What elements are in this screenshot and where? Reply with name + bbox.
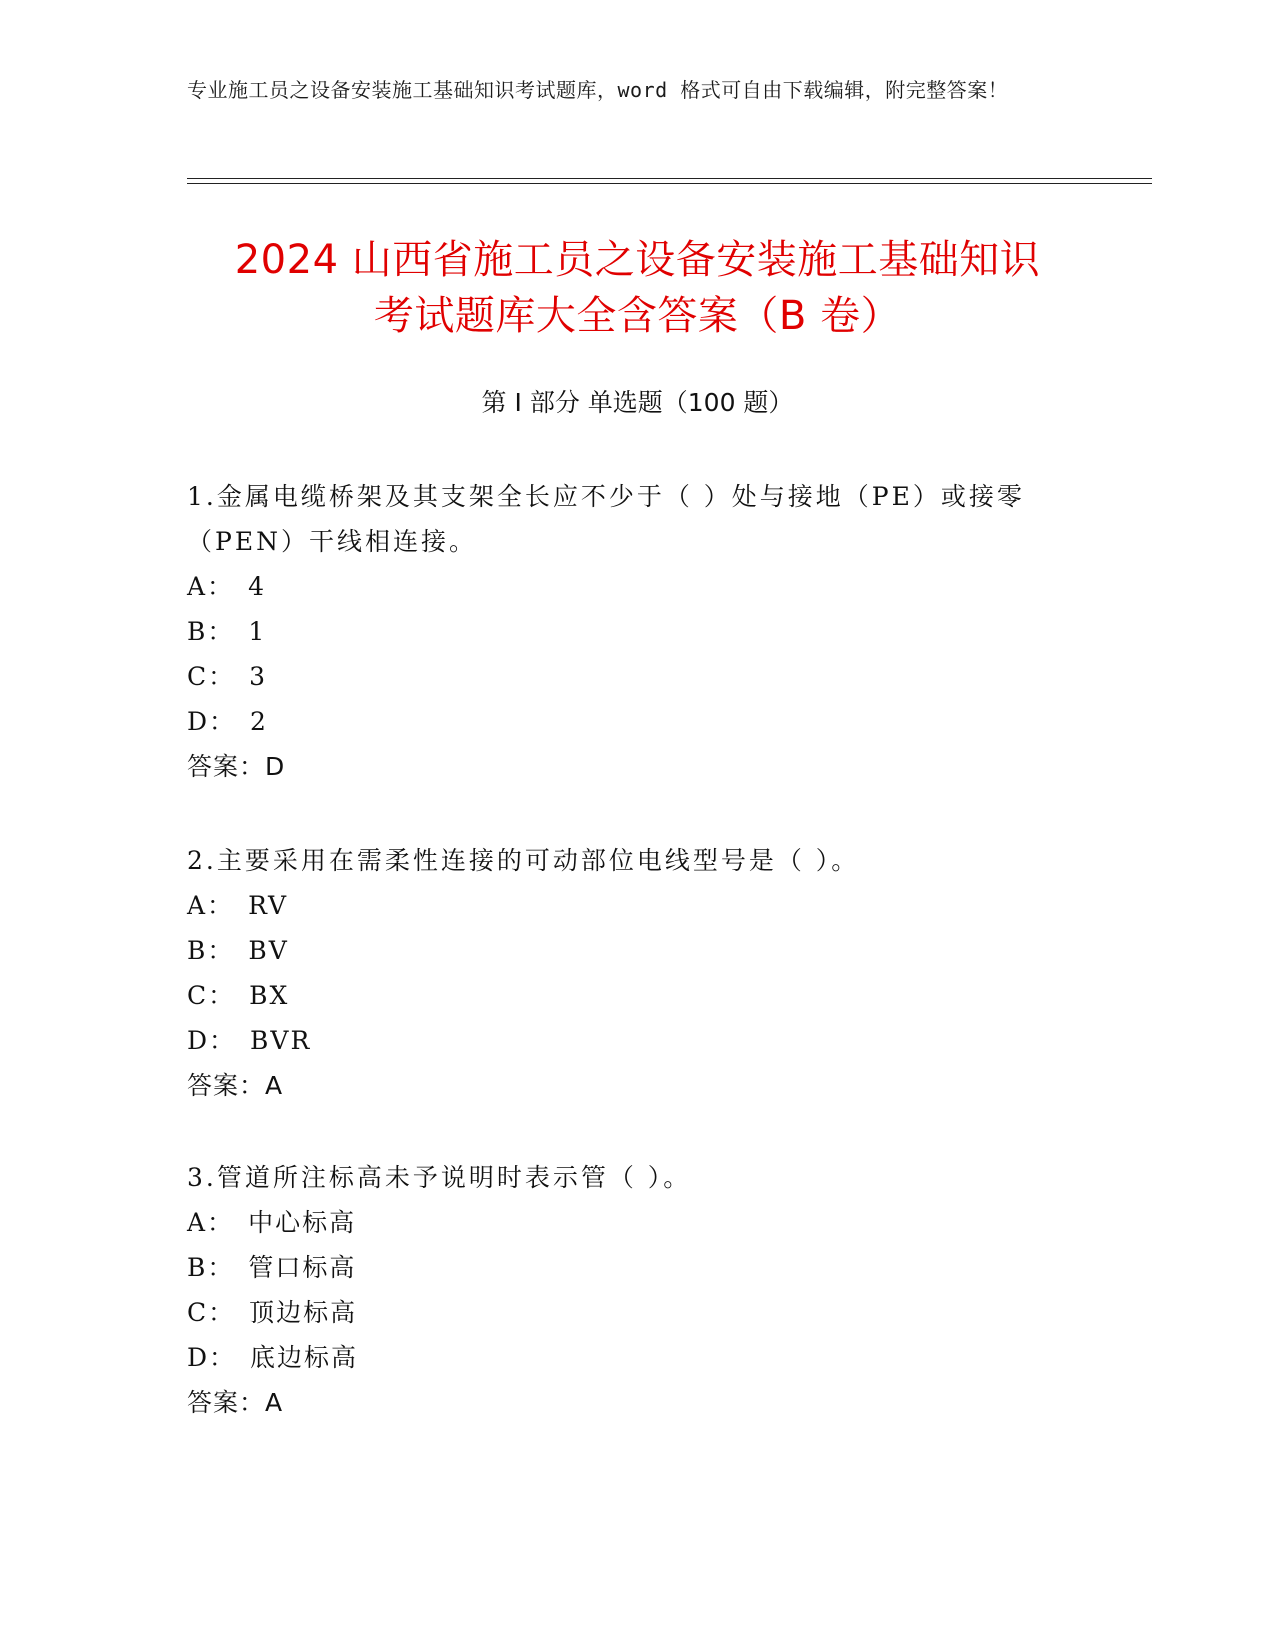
- option-letter: C：: [187, 662, 236, 691]
- option-text: 管口标高: [248, 1253, 357, 1282]
- answer: 答案：A: [187, 1071, 284, 1100]
- header-note: 专业施工员之设备安装施工基础知识考试题库，word 格式可自由下载编辑，附完整答案！: [187, 78, 1009, 102]
- option-text: 底边标高: [250, 1343, 359, 1372]
- option-d: [187, 699, 1077, 744]
- option-text: 中心标高: [248, 1208, 357, 1237]
- option-d: [187, 1018, 1077, 1063]
- option-letter: A：: [187, 891, 235, 920]
- option-letter: A：: [187, 1208, 235, 1237]
- answer: 答案：D: [187, 752, 286, 781]
- option-text: 顶边标高: [249, 1298, 358, 1327]
- option-c: [187, 973, 1077, 1018]
- question-2: [187, 838, 1077, 1108]
- question-stem: 1.金属电缆桥架及其支架全长应不少于（ ）处与接地（PE）或接零（PEN）干线相连接。: [187, 482, 1025, 556]
- header-divider-top: [187, 178, 1152, 179]
- option-letter: B：: [187, 1253, 235, 1282]
- option-a: [187, 564, 1077, 609]
- option-c: [187, 654, 1077, 699]
- option-a: [187, 883, 1077, 928]
- question-stem: 2.主要采用在需柔性连接的可动部位电线型号是（ ）。: [187, 846, 860, 875]
- option-letter: D：: [187, 1026, 237, 1055]
- answer: 答案：A: [187, 1388, 284, 1417]
- option-c: [187, 1290, 1077, 1335]
- question-stem: 3.管道所注标高未予说明时表示管（ ）。: [187, 1163, 692, 1192]
- option-letter: B：: [187, 936, 235, 965]
- option-b: [187, 1245, 1077, 1290]
- option-text: RV: [248, 891, 289, 920]
- option-d: [187, 1335, 1077, 1380]
- option-letter: D：: [187, 1343, 237, 1372]
- question-3: [187, 1155, 1077, 1425]
- option-b: [187, 609, 1077, 654]
- option-letter: D：: [187, 707, 237, 736]
- option-text: BVR: [250, 1026, 312, 1055]
- document-title: [150, 232, 1125, 344]
- header-divider-bottom: [187, 183, 1152, 184]
- option-letter: C：: [187, 1298, 236, 1327]
- question-1: [187, 474, 1077, 789]
- title-line-1: 2024 山西省施工员之设备安装施工基础知识: [234, 237, 1041, 283]
- option-text: 2: [250, 707, 268, 736]
- option-letter: B：: [187, 617, 235, 646]
- option-text: 3: [249, 662, 268, 691]
- option-letter: C：: [187, 981, 236, 1010]
- option-text: 4: [248, 572, 266, 601]
- option-b: [187, 928, 1077, 973]
- title-line-2: 考试题库大全含答案（B 卷）: [373, 293, 902, 339]
- option-text: 1: [248, 617, 267, 646]
- option-a: [187, 1200, 1077, 1245]
- option-text: BX: [249, 981, 290, 1010]
- option-letter: A：: [187, 572, 235, 601]
- option-text: BV: [248, 936, 289, 965]
- section-heading: 第 I 部分 单选题（100 题）: [481, 388, 794, 417]
